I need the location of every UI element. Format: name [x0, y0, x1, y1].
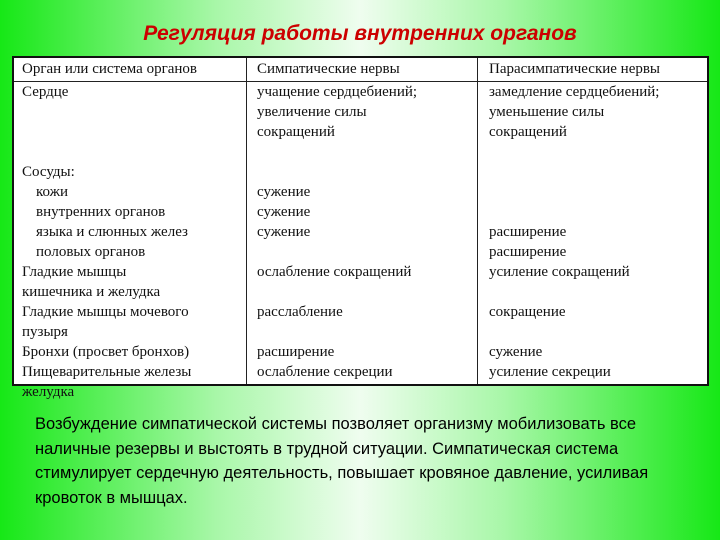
- sympathetic-cell: ослабление секреции: [257, 364, 393, 380]
- parasympathetic-cell: сокращение: [489, 304, 566, 320]
- organ-cell: кожи: [36, 184, 69, 200]
- caption-text: Возбуждение симпатической системы позволяет организму мобилизовать все наличные резервы и выстоять в трудной ситуации. Симпатическая система стимулирует сердечную деятельность, повышает кровяное давление, усиливая кровоток в мышцах.: [35, 415, 649, 507]
- header-organ: Орган или система органов: [22, 61, 197, 77]
- sympathetic-cell: сужение: [257, 184, 311, 200]
- sympathetic-cell: сокращений: [257, 124, 335, 140]
- organ-cell: Бронхи (просвет бронхов): [22, 344, 190, 360]
- header-sympathetic: Симпатические нервы: [257, 61, 400, 77]
- column-divider: [477, 58, 478, 384]
- slide-title: Регуляция работы внутренних органов: [143, 22, 577, 45]
- sympathetic-cell: увеличение силы: [257, 104, 367, 120]
- organ-cell: Сердце: [22, 84, 69, 100]
- parasympathetic-cell: расширение: [489, 244, 567, 260]
- organ-cell: половых органов: [36, 244, 146, 260]
- sympathetic-cell: ослабление сокращений: [257, 264, 412, 280]
- sympathetic-cell: сужение: [257, 204, 311, 220]
- parasympathetic-column: [489, 58, 704, 384]
- organ-cell: желудка: [22, 384, 75, 400]
- organ-column: [22, 58, 244, 400]
- parasympathetic-cell: усиление сокращений: [489, 264, 630, 280]
- parasympathetic-cell: уменьшение силы: [489, 104, 605, 120]
- parasympathetic-cell: расширение: [489, 224, 567, 240]
- parasympathetic-cell: сокращений: [489, 124, 567, 140]
- organ-cell: Пищеварительные железы: [22, 364, 192, 380]
- parasympathetic-cell: сужение: [489, 344, 543, 360]
- organ-cell: Гладкие мышцы: [22, 264, 127, 280]
- organ-regulation-table: [12, 56, 709, 400]
- parasympathetic-cell: усиление секреции: [489, 364, 611, 380]
- sympathetic-cell: расширение: [257, 344, 335, 360]
- organ-cell: кишечника и желудка: [22, 284, 161, 300]
- header-parasympathetic: Парасимпатические нервы: [489, 61, 661, 77]
- organ-cell: Гладкие мышцы мочевого: [22, 304, 189, 320]
- organ-cell: внутренних органов: [36, 204, 166, 220]
- parasympathetic-cell: замедление сердцебиений;: [489, 84, 660, 100]
- sympathetic-cell: расслабление: [257, 304, 343, 320]
- sympathetic-cell: сужение: [257, 224, 311, 240]
- organ-cell: пузыря: [22, 324, 68, 340]
- organ-cell: языка и слюнных желез: [36, 224, 188, 240]
- sympathetic-cell: учащение сердцебиений;: [257, 84, 418, 100]
- organ-cell: Сосуды:: [22, 164, 75, 180]
- sympathetic-column: [257, 58, 472, 384]
- column-divider: [246, 58, 247, 384]
